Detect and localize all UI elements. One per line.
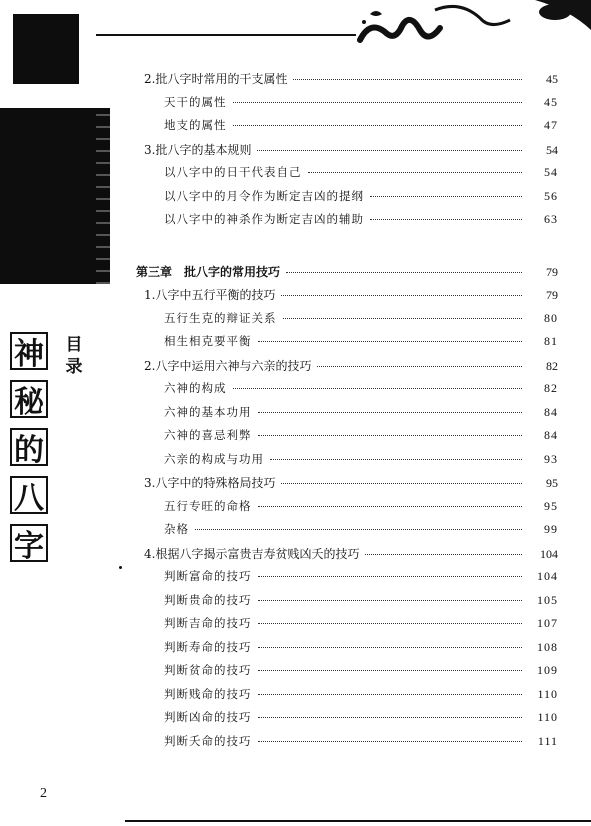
toc-entry-page: 47	[544, 118, 558, 132]
dot-leader	[258, 506, 523, 507]
toc-entry-page: 80	[544, 310, 558, 325]
toc-entry-page: 54	[544, 165, 558, 179]
toc-entry	[128, 357, 558, 381]
toc-entry	[128, 662, 558, 686]
toc-entry	[128, 592, 558, 616]
toc-entry-title: 4.根据八字揭示富贵吉寿贫贱凶夭的技巧	[144, 546, 360, 561]
toc-entry	[128, 380, 558, 404]
toc-entry	[128, 521, 558, 545]
toc-entry-title: 3.八字中的特殊格局技巧	[144, 476, 276, 490]
toc-entry	[128, 117, 558, 141]
toc-entry	[128, 474, 558, 498]
dot-leader	[258, 576, 523, 577]
toc-entry-title: 判断吉命的技巧	[164, 616, 252, 630]
toc-entry-title: 第三章 批八字的常用技巧	[136, 264, 281, 279]
toc-entry-title: 杂格	[164, 522, 189, 536]
toc-entry-page: 99	[544, 522, 558, 536]
toc-entry-page: 84	[544, 428, 558, 442]
toc-entry	[128, 733, 558, 757]
toc-entry	[128, 709, 558, 733]
toc-entry-page: 105	[537, 592, 558, 607]
dot-leader	[281, 295, 522, 296]
toc-entry	[128, 333, 558, 357]
toc-entry-title: 以八字中的月令作为断定吉凶的提纲	[164, 188, 364, 203]
toc-entry-page: 107	[537, 616, 558, 630]
dot-leader	[258, 623, 523, 624]
toc-entry	[128, 286, 558, 310]
title-char: 八	[10, 476, 48, 514]
toc-entry	[128, 498, 558, 522]
toc-entry-page: 111	[537, 733, 558, 748]
dot-leader	[258, 717, 523, 718]
toc-entry-page: 79	[546, 288, 558, 302]
toc-entry	[128, 310, 558, 334]
toc-entry-title: 六神的基本功用	[164, 404, 252, 419]
toc-entry-title: 相生相克要平衡	[164, 334, 252, 348]
dot-leader	[258, 694, 523, 695]
toc-entry-title: 判断凶命的技巧	[164, 710, 252, 724]
dot-leader	[317, 366, 522, 367]
toc-entry	[128, 211, 558, 235]
toc-entry-title: 判断贫命的技巧	[164, 663, 252, 677]
toc-entry-title: 以八字中的日干代表自己	[164, 165, 302, 179]
toc-entry-page: 63	[544, 212, 558, 226]
page-number: 2	[40, 786, 47, 801]
toc-entry	[128, 94, 558, 118]
toc-entry	[128, 70, 558, 94]
toc-entry-page: 82	[544, 381, 558, 395]
toc-entry	[128, 639, 558, 663]
toc-entry-title: 六神的喜忌利弊	[164, 428, 252, 442]
title-char: 的	[10, 428, 48, 466]
dragon-ornament-icon	[340, 0, 591, 50]
title-char: 秘	[10, 380, 48, 418]
table-of-contents	[128, 70, 558, 756]
dot-leader	[233, 388, 523, 389]
toc-entry	[128, 141, 558, 165]
dot-leader	[286, 272, 522, 273]
dot-leader	[258, 600, 523, 601]
decorative-black-block-top	[13, 14, 79, 84]
toc-entry-title: 五行专旺的命格	[164, 498, 252, 513]
toc-entry-title: 地支的属性	[164, 118, 227, 132]
dot-leader	[258, 647, 523, 648]
toc-entry	[128, 451, 558, 475]
dot-leader	[195, 529, 522, 530]
book-title-vertical	[10, 332, 66, 572]
toc-entry	[128, 568, 558, 592]
toc-entry-title: 以八字中的神杀作为断定吉凶的辅助	[164, 212, 364, 226]
title-char: 字	[10, 524, 48, 562]
toc-entry-page: 45	[546, 72, 558, 86]
toc-entry-title: 2.八字中运用六神与六亲的技巧	[144, 358, 312, 373]
dot-leader	[308, 172, 523, 173]
toc-entry-title: 判断贵命的技巧	[164, 592, 252, 607]
toc-chapter-entry	[128, 263, 558, 287]
stray-mark	[119, 566, 122, 569]
toc-entry-title: 判断富命的技巧	[164, 569, 252, 583]
toc-entry-page: 45	[544, 94, 558, 109]
toc-entry-page: 93	[544, 451, 558, 466]
toc-entry-page: 56	[544, 188, 558, 203]
dot-leader	[365, 554, 522, 555]
toc-entry-title: 天干的属性	[164, 94, 227, 109]
toc-entry-page: 108	[537, 639, 558, 654]
toc-entry-page: 104	[540, 546, 558, 561]
footer-rule	[125, 820, 591, 822]
toc-entry-page: 95	[544, 498, 558, 513]
toc-entry-title: 六神的构成	[164, 381, 227, 395]
contents-heading: 目录	[65, 335, 83, 377]
toc-entry-page: 79	[546, 264, 558, 279]
title-char: 神	[10, 332, 48, 370]
toc-entry-page: 82	[546, 358, 558, 373]
toc-entry-page: 110	[537, 686, 558, 701]
toc-entry	[128, 686, 558, 710]
toc-entry-title: 判断夭命的技巧	[164, 733, 252, 748]
dot-leader	[270, 459, 522, 460]
dot-leader	[258, 412, 523, 413]
toc-entry-title: 3.批八字的基本规则	[144, 142, 252, 157]
header-rule	[96, 34, 356, 36]
toc-entry	[128, 545, 558, 569]
dot-leader	[370, 219, 522, 220]
dot-leader	[258, 341, 523, 342]
dot-leader	[233, 102, 523, 103]
dot-leader	[293, 79, 522, 80]
toc-entry-title: 2.批八字时常用的干支属性	[144, 72, 288, 86]
toc-entry-title: 判断寿命的技巧	[164, 639, 252, 654]
toc-entry-page: 81	[544, 334, 558, 348]
toc-entry-page: 104	[537, 569, 558, 583]
dot-leader	[258, 741, 523, 742]
toc-entry-title: 五行生克的辩证关系	[164, 310, 277, 325]
dot-leader	[281, 483, 522, 484]
toc-entry	[128, 404, 558, 428]
toc-entry	[128, 188, 558, 212]
toc-entry-title: 六亲的构成与功用	[164, 451, 264, 466]
decorative-black-block-middle	[0, 108, 96, 284]
toc-entry-title: 1.八字中五行平衡的技巧	[144, 288, 276, 302]
toc-entry-page: 84	[544, 404, 558, 419]
toc-entry-page: 109	[537, 663, 558, 677]
dot-leader	[233, 125, 523, 126]
dot-leader	[258, 435, 523, 436]
dot-leader	[257, 150, 522, 151]
dot-leader	[258, 670, 523, 671]
toc-entry	[128, 164, 558, 188]
toc-entry-title: 判断贱命的技巧	[164, 686, 252, 701]
toc-entry-page: 110	[537, 710, 558, 724]
dot-leader	[370, 196, 522, 197]
toc-entry	[128, 427, 558, 451]
toc-entry-page: 54	[546, 142, 558, 157]
toc-entry-page: 95	[546, 476, 558, 490]
dot-leader	[283, 318, 523, 319]
toc-entry	[128, 615, 558, 639]
